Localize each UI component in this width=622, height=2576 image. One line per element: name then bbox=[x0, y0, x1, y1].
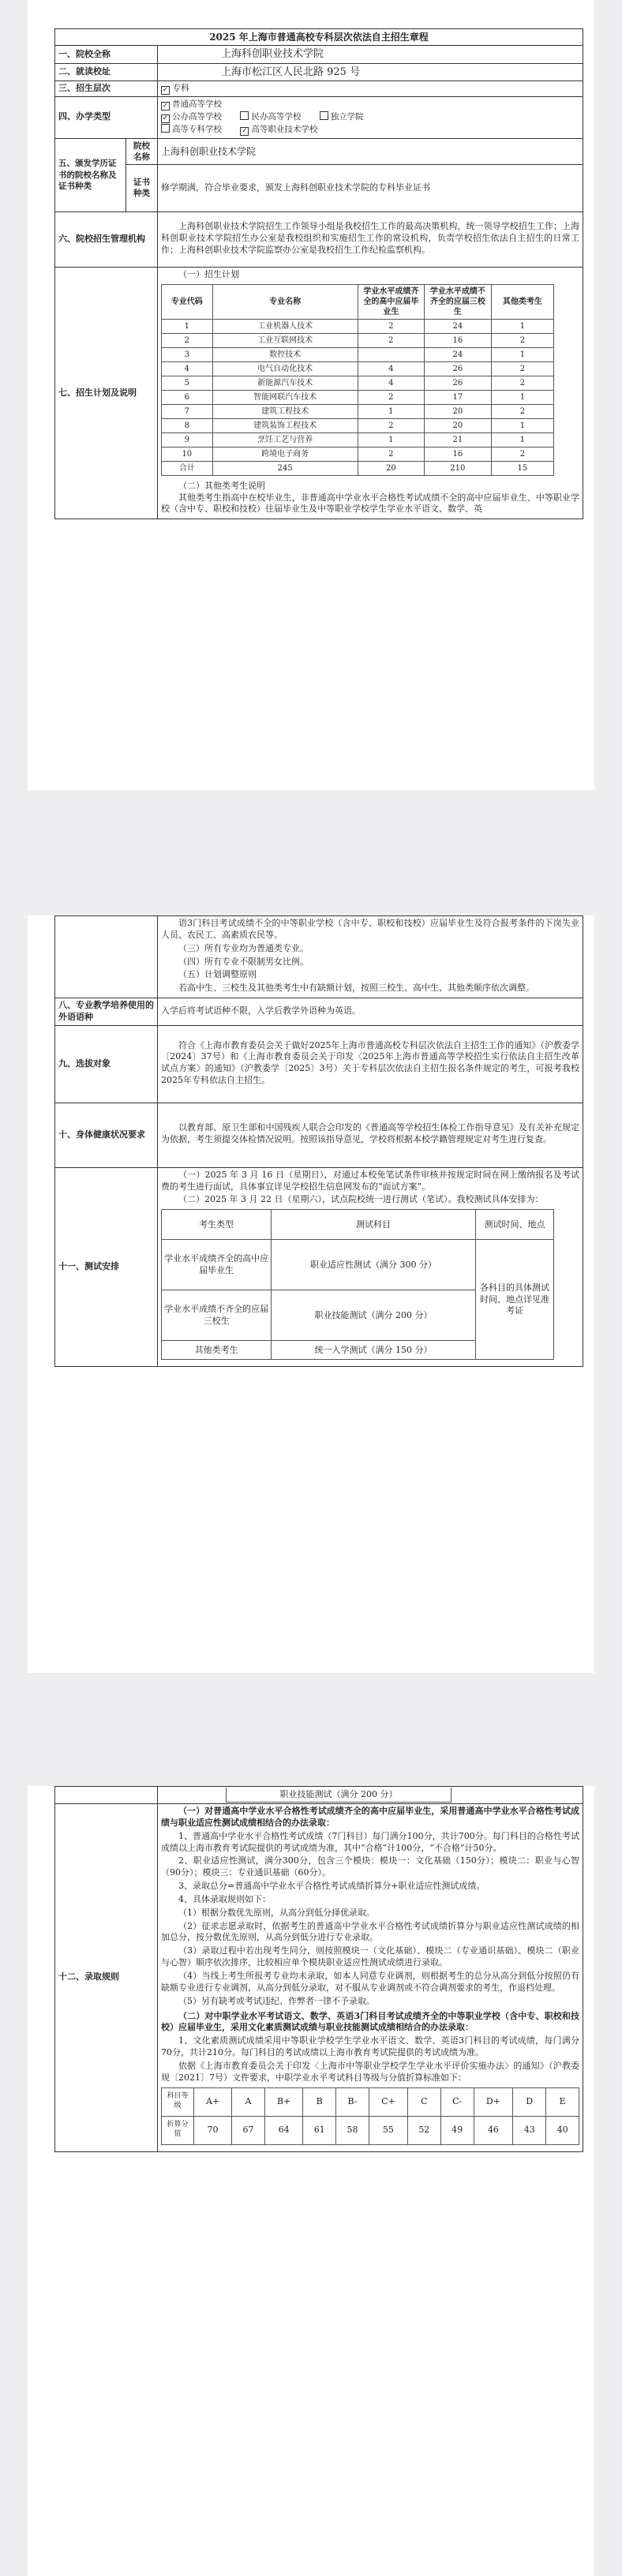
plan-cell: 20 bbox=[425, 404, 492, 418]
plan-header: 其他类考生 bbox=[491, 284, 554, 319]
test-table bbox=[161, 1209, 554, 1360]
page-1 bbox=[28, 0, 594, 790]
level-label: 三、招生层次 bbox=[55, 81, 158, 97]
score-cell: 43 bbox=[513, 2116, 546, 2144]
plan-cell: 建筑装饰工程技术 bbox=[212, 418, 358, 432]
item-four: （四）所有专业不限制男女比例。 bbox=[178, 956, 309, 967]
grade-cell: B bbox=[303, 2087, 336, 2116]
admit-rule: 1、普通高中学业水平合格性考试成绩（7门科目）每门满分100分，共计700分。每门科目的合格性考试成绩以上海市教育考试院提供的考试成绩为准，其中“合格”计100分，“不合格”计50分。 bbox=[161, 1830, 579, 1853]
test-header: 测试时间、地点 bbox=[475, 1210, 553, 1240]
admit-rule: 3、录取总分=普通高中学业水平合格性考试成绩折算分+职业适应性测试成绩。 bbox=[178, 1881, 485, 1892]
plan-cell: 电气自动化技术 bbox=[212, 361, 358, 376]
test-label: 十一、测试安排 bbox=[55, 1167, 158, 1367]
plan-row bbox=[162, 418, 554, 432]
plan-cell: 8 bbox=[162, 418, 213, 432]
score-cell: 55 bbox=[369, 2116, 407, 2144]
plan-total-cell: 合计 bbox=[162, 461, 213, 475]
plan-label-continued bbox=[55, 916, 158, 998]
plan-header: 专业名称 bbox=[212, 284, 358, 319]
plan-cell: 2 bbox=[358, 390, 425, 404]
score-cell: 61 bbox=[303, 2116, 336, 2144]
plan-cell: 10 bbox=[162, 447, 213, 461]
type-options bbox=[158, 97, 583, 138]
plan-cell: 跨境电子商务 bbox=[212, 447, 358, 461]
admit-heading-two: （二）对中职学业水平考试语文、数学、英语3门科目考试成绩齐全的中等职业学校（含中专、职校和技校）应届毕业生，采用文化素质测试成绩与职业技能测试成绩相结合的办法录取： bbox=[161, 2010, 579, 2033]
plan-row bbox=[162, 376, 554, 390]
plan-cell: 烹饪工艺与营养 bbox=[212, 432, 358, 447]
plan-cell: 16 bbox=[425, 447, 492, 461]
score-cell: 49 bbox=[440, 2116, 474, 2144]
grade-cell: B- bbox=[336, 2087, 369, 2116]
type-option: 高等专科学校 bbox=[172, 124, 222, 134]
admit-rule: （5）另有缺考或考试违纪、作弊者一律不予录取。 bbox=[178, 1995, 375, 2006]
checkbox-checked: ✓ bbox=[242, 126, 248, 135]
plan-cell: 4 bbox=[358, 361, 425, 376]
plan-cell: 2 bbox=[358, 333, 425, 347]
score-label: 折算分值 bbox=[162, 2116, 194, 2144]
test-type: 其他类考生 bbox=[162, 1341, 272, 1360]
test-place: 各科目的具体测试时间、地点详见准考证 bbox=[475, 1240, 553, 1360]
score-cell: 40 bbox=[546, 2116, 579, 2144]
plan-total-cell: 210 bbox=[425, 461, 492, 475]
plan-cell: 24 bbox=[425, 347, 492, 361]
grade-cell: D+ bbox=[474, 2087, 513, 2116]
plan-cell: 21 bbox=[425, 432, 492, 447]
plan-header: 学业水平成绩齐全的高中应届毕业生 bbox=[358, 284, 425, 319]
other-text-continued: 语3门科目考试成绩不全的中等职业学校（含中专、职校和技校）应届毕业生及符合报考条件的下岗失业人员、农民工、高素质农民等。 bbox=[161, 918, 579, 940]
plan-cell: 2 bbox=[491, 376, 554, 390]
plan-row bbox=[162, 432, 554, 447]
plan-cell: 新能源汽车技术 bbox=[212, 376, 358, 390]
cert-school: 上海科创职业技术学院 bbox=[158, 138, 583, 164]
grade-table bbox=[161, 2087, 579, 2145]
test-subject: 职业适应性测试（满分 300 分） bbox=[272, 1240, 476, 1290]
plan-cell: 建筑工程技术 bbox=[212, 404, 358, 418]
plan-row bbox=[162, 319, 554, 333]
grade-label: 科目等级 bbox=[162, 2087, 194, 2116]
plan-cell: 7 bbox=[162, 404, 213, 418]
plan-cell: 4 bbox=[358, 376, 425, 390]
plan-label: 七、招生计划及说明 bbox=[55, 267, 158, 519]
score-cell: 58 bbox=[336, 2116, 369, 2144]
plan-total-cell: 15 bbox=[491, 461, 554, 475]
test-subject: 统一入学测试（满分 150 分） bbox=[272, 1341, 476, 1360]
test-subject: 职业技能测试（满分 200 分） bbox=[272, 1290, 476, 1341]
grade-cell: E bbox=[546, 2087, 579, 2116]
adjust-text: 若高中生、三校生及其他类考生中有缺额计划，按照三校生、高中生、其他类顺序依次调整。 bbox=[178, 983, 534, 994]
grade-cell: A bbox=[232, 2087, 265, 2116]
test-text-two: （二）2025 年 3 月 22 日（星期六），试点院校统一进行测试（笔试）。我校测试具体安排为： bbox=[178, 1194, 544, 1205]
score-cell: 64 bbox=[264, 2116, 302, 2144]
checkbox-checked: ✓ bbox=[162, 86, 169, 95]
plan-cell: 1 bbox=[358, 404, 425, 418]
plan-cell: 1 bbox=[491, 319, 554, 333]
admit-heading-one: （一）对普通高中学业水平合格性考试成绩齐全的高中应届毕业生，采用普通高中学业水平合格性考试成绩与职业适应性测试成绩相结合的办法录取： bbox=[161, 1806, 579, 1828]
plan-cell: 2 bbox=[491, 404, 554, 418]
plan-cell: 2 bbox=[358, 319, 425, 333]
page-2 bbox=[28, 915, 594, 1673]
health-text: 以教育部、原卫生部和中国残疾人联合会印发的《普通高等学校招生体检工作指导意见》及有关补充规定为依据，考生须提交体检情况说明。按照该指导意见，学校将根据本校学籍管理规定对考生进行复查。 bbox=[161, 1122, 579, 1145]
cert-label: 五、颁发学历证书的院校名称及证书种类 bbox=[55, 138, 126, 212]
plan-cell: 1 bbox=[491, 347, 554, 361]
plan-cell: 2 bbox=[162, 333, 213, 347]
checkbox-empty bbox=[240, 111, 249, 120]
level-option: 专科 bbox=[172, 83, 189, 94]
school-name-label: 一、院校全称 bbox=[55, 46, 158, 64]
plan-table bbox=[161, 284, 554, 476]
plan-cell: 2 bbox=[358, 418, 425, 432]
checkbox-checked: ✓ bbox=[162, 114, 169, 123]
lang-label: 八、专业教学培养使用的外语语种 bbox=[55, 998, 158, 1026]
plan-cell: 6 bbox=[162, 390, 213, 404]
org-text: 上海科创职业技术学院招生工作领导小组是我校招生工作的最高决策机构，统一领导学校招生工作；上海科创职业技术学院招生办公室是我校组织和实施招生工作的常设机构，负责学校招生依法自主招生的日常工作；上海科创职业技术学院监察办公室是我校招生工作纪检监察机构。 bbox=[161, 221, 579, 255]
score-cell: 46 bbox=[474, 2116, 513, 2144]
cert-school-label: 院校名称 bbox=[126, 138, 158, 164]
grade-cell: D bbox=[513, 2087, 546, 2116]
plan-row bbox=[162, 361, 554, 376]
plan-cell: 3 bbox=[162, 347, 213, 361]
plan-row bbox=[162, 333, 554, 347]
plan-total-cell: 20 bbox=[358, 461, 425, 475]
plan-cell: 26 bbox=[425, 376, 492, 390]
plan-header: 专业代码 bbox=[162, 284, 213, 319]
admit-rule: 4、具体录取规则如下： bbox=[178, 1893, 271, 1904]
plan-cell: 数控技术 bbox=[212, 347, 358, 361]
plan-cell: 5 bbox=[162, 376, 213, 390]
plan-total-cell: 245 bbox=[212, 461, 358, 475]
page-3 bbox=[28, 1786, 594, 2576]
plan-cell: 工业机器人技术 bbox=[212, 319, 358, 333]
checkbox-empty bbox=[161, 124, 170, 133]
test-type: 学业水平成绩不齐全的应届三校生 bbox=[162, 1290, 272, 1341]
type-option: 独立学院 bbox=[330, 112, 364, 122]
charter-table-page-1 bbox=[54, 28, 583, 519]
score-cell: 52 bbox=[407, 2116, 440, 2144]
admit-rule: （1）根据分数优先原则，从高分到低分择优录取。 bbox=[178, 1907, 375, 1918]
grade-cell: A+ bbox=[194, 2087, 232, 2116]
plan-cell: 1 bbox=[491, 390, 554, 404]
score-cell: 67 bbox=[232, 2116, 265, 2144]
target-text: 符合《上海市教育委员会关于做好2025年上海市普通高校专科层次依法自主招生工作的通知》（沪教委学〔2024〕37号）和《上海市教育委员会关于印发〈2025年上海市普通高等学校招生实行依法自主招生改革试点方案〉的通知》（沪教委学〔2025〕3号）关于专科层次依法自主招生报名条件规定的考生，可报考我校2025年专科依法自主招生。 bbox=[161, 1039, 579, 1086]
checkbox-empty bbox=[320, 111, 328, 120]
plan-cell: 17 bbox=[425, 390, 492, 404]
cert-type: 修学期满，符合毕业要求，颁发上海科创职业技术学院的专科毕业证书 bbox=[158, 164, 583, 212]
plan-row bbox=[162, 347, 554, 361]
admit-rule: （4）当线上考生所报考专业均未录取，如本人同意专业调剂，则根据考生的总分从高分到低分按照仍有缺额专业进行专业调剂，从高分到低分录取，对不服从专业调剂或不符合调剂要求的考生，作退档处理。 bbox=[161, 1970, 579, 1993]
carry-row: 职业技能测试（满分 200 分） bbox=[226, 1788, 452, 1803]
admit-rule: 1、文化素质测试成绩采用中等职业学校学生学业水平语文、数学、英语3门科目的考试成绩，每门满分70分，共计210分。每门科目的考试成绩以上海市教育考试院提供的考试成绩为准。 bbox=[161, 2035, 579, 2058]
type-option: 公办高等学校 bbox=[172, 112, 222, 122]
admit-rule: 依据《上海市教育委员会关于印发〈上海市中等职业学校学生学业水平评价实施办法〉的通知》（沪教委规〔2021〕7号）文件要求，中职学业水平考试科目等级与分值折算标准如下： bbox=[161, 2060, 579, 2083]
lang-text: 入学后将考试语种不限，入学后教学外语种为英语。 bbox=[158, 998, 583, 1026]
plan-cell: 1 bbox=[358, 432, 425, 447]
plan-total-row bbox=[162, 461, 554, 475]
plan-cell: 2 bbox=[491, 333, 554, 347]
plan-row bbox=[162, 447, 554, 461]
other-heading: （二）其他类考生说明 bbox=[178, 480, 265, 491]
admit-rule: （3）录取过程中若出现考生同分，则按照模块一（文化基础）、模块二（专业通识基础）、模块二（职业与心智）顺序依次排序，比较相应单个模块职业适应性测试成绩进行录取。 bbox=[161, 1945, 579, 1968]
other-text: 其他类考生指高中在校毕业生，非普通高中学业水平合格性考试成绩不全的高中应届毕业生、中等职业学校（含中专、职校和技校）往届毕业生及中等职业学校学生学业水平语文、数学、英 bbox=[161, 492, 579, 515]
test-header: 考生类型 bbox=[162, 1210, 272, 1240]
test-label-continued bbox=[55, 1787, 158, 1804]
plan-cell: 1 bbox=[491, 418, 554, 432]
type-label: 四、办学类型 bbox=[55, 97, 158, 138]
plan-cell: 4 bbox=[162, 361, 213, 376]
plan-row bbox=[162, 390, 554, 404]
grade-cell: C- bbox=[440, 2087, 474, 2116]
checkbox-checked: ✓ bbox=[162, 102, 169, 110]
document-title: 2025 年上海市普通高校专科层次依法自主招生章程 bbox=[55, 29, 583, 46]
grade-cell: C+ bbox=[369, 2087, 407, 2116]
admit-rule: 2、职业适应性测试，满分300分，包含三个模块：模块一：文化基础（150分）；模块二：职业与心智（90分）；模块三：专业通识基础（60分）。 bbox=[161, 1855, 579, 1878]
plan-cell: 2 bbox=[491, 361, 554, 376]
test-header: 测试科目 bbox=[272, 1210, 476, 1240]
test-type: 学业水平成绩齐全的高中应届毕业生 bbox=[162, 1240, 272, 1290]
health-label: 十、身体健康状况要求 bbox=[55, 1103, 158, 1167]
plan-cell bbox=[358, 347, 425, 361]
plan-cell: 2 bbox=[358, 447, 425, 461]
school-name: 上海科创职业技术学院 bbox=[158, 46, 583, 64]
type-option: 普通高等学校 bbox=[172, 99, 222, 110]
plan-cell: 1 bbox=[162, 319, 213, 333]
plan-heading: （一）招生计划 bbox=[178, 268, 239, 279]
plan-row bbox=[162, 404, 554, 418]
cert-type-label: 证书种类 bbox=[126, 164, 158, 212]
plan-cell: 1 bbox=[491, 432, 554, 447]
plan-cell: 智能网联汽车技术 bbox=[212, 390, 358, 404]
admit-rule: （2）征求志愿录取时，依据考生的普通高中学业水平合格性考试成绩折算分与职业适应性测试成绩的相加总分，按分数优先原则，从高分到低分进行专业录取。 bbox=[161, 1920, 579, 1943]
type-option: 民办高等学校 bbox=[251, 112, 302, 122]
plan-cell: 工业互联网技术 bbox=[212, 333, 358, 347]
plan-cell: 20 bbox=[425, 418, 492, 432]
charter-table-page-3 bbox=[54, 1786, 583, 2152]
address: 上海市松江区人民北路 925 号 bbox=[158, 63, 583, 81]
plan-cell: 16 bbox=[425, 333, 492, 347]
grade-cell: B+ bbox=[264, 2087, 302, 2116]
plan-header: 学业水平成绩不齐全的应届三校生 bbox=[425, 284, 492, 319]
item-five: （五）计划调整原则 bbox=[178, 969, 257, 980]
address-label: 二、就读校址 bbox=[55, 63, 158, 81]
grade-cell: C bbox=[407, 2087, 440, 2116]
test-text-one: （一）2025 年 3 月 16 日（星期日），对通过本校免笔试条件审核并按规定时间在网上缴纳报名及考试费的考生进行面试，具体事宜详见学校招生信息网发布的“面试方案”。 bbox=[161, 1169, 579, 1192]
level-value bbox=[158, 81, 583, 97]
target-label: 九、选拔对象 bbox=[55, 1025, 158, 1103]
type-option: 高等职业技术学校 bbox=[251, 124, 318, 134]
admit-label: 十二、录取规则 bbox=[55, 1804, 158, 2152]
charter-table-page-2 bbox=[54, 915, 583, 1367]
score-cell: 70 bbox=[194, 2116, 232, 2144]
plan-cell: 2 bbox=[491, 447, 554, 461]
item-three: （三）所有专业均为普通类专业。 bbox=[178, 942, 309, 953]
plan-cell: 26 bbox=[425, 361, 492, 376]
org-label: 六、院校招生管理机构 bbox=[55, 212, 158, 267]
plan-cell: 9 bbox=[162, 432, 213, 447]
plan-cell: 24 bbox=[425, 319, 492, 333]
